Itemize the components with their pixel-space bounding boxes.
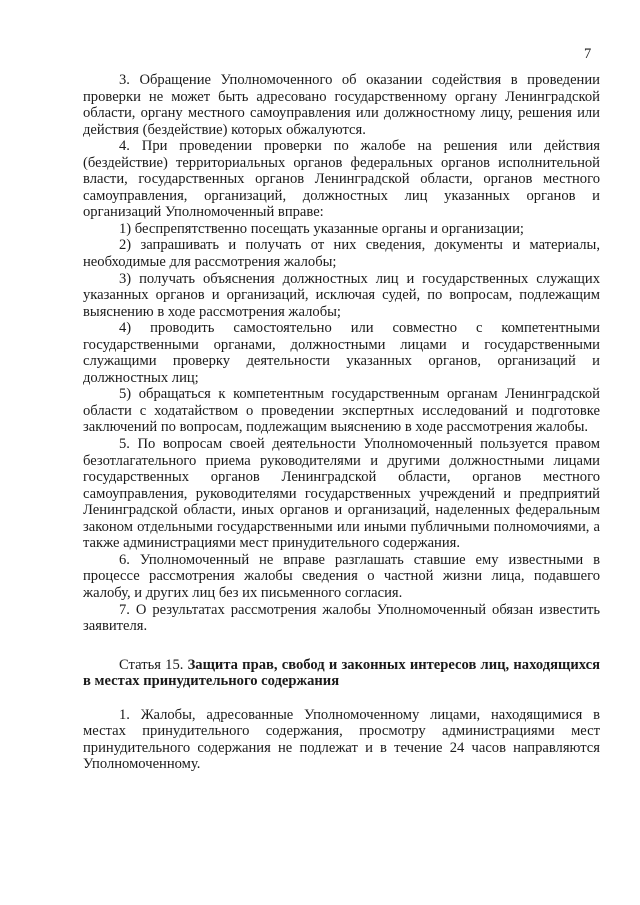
list-item-3: 3) получать объяснения должностных лиц и государственных служащих указанных органов и организаций, исключая судей, по вопросам, подлежащим выяснению в ходе рассмотрения жалобы;	[83, 270, 600, 320]
paragraph-3: 3. Обращение Уполномоченного об оказании содействия в проведении проверки не может быть адресовано государственному органу Ленинградской области, органу местного самоуправления или должностному лицу, решения или действия (бездействие) которых обжалуются.	[83, 72, 600, 138]
paragraph-5: 5. По вопросам своей деятельности Уполномоченный пользуется правом безотлагательного приема руководителями и другими должностными лицами государственных органов Ленинградской области, органов местного самоуправления, руководителями государственных учреждений и предприятий Ленинградской области, иных органов и организаций, наделенных федеральным законом отдельными государственными или иными публичными полномочиями, а также администрациями мест принудительного содержания.	[83, 436, 600, 552]
page-number: 7	[584, 46, 592, 62]
paragraph-4: 4. При проведении проверки по жалобе на решения или действия (бездействие) территориальных органов федеральных органов исполнительной власти, государственных органов Ленинградской области, органов местного самоуправления, организаций, должностных лиц указанных органов и организаций Уполномоченный вправе:	[83, 138, 600, 221]
spacer	[83, 690, 600, 707]
list-item-4: 4) проводить самостоятельно или совместно с компетентными государственными органами, должностными лицами и государственными служащими проверку деятельности указанных органов, организаций и должностных лиц;	[83, 320, 600, 386]
article-prefix: Статья 15.	[119, 656, 184, 673]
list-item-2: 2) запрашивать и получать от них сведения, документы и материалы, необходимые для рассмотрения жалобы;	[83, 237, 600, 271]
document-body	[83, 72, 600, 773]
list-item-1: 1) беспрепятственно посещать указанные органы и организации;	[119, 220, 524, 237]
article-paragraph-1: 1. Жалобы, адресованные Уполномоченному лицами, находящимися в местах принудительного содержания, просмотру администрациями мест принудительного содержания не подлежат и в течение 24 часов направляются Уполномоченному.	[83, 706, 600, 773]
article-heading	[83, 657, 600, 690]
article-title: Защита прав, свобод и законных интересов лиц, находящихся в местах принудительного содержания	[83, 656, 600, 690]
paragraph-7: 7. О результатах рассмотрения жалобы Уполномоченный обязан известить заявителя.	[83, 601, 600, 635]
paragraph-6: 6. Уполномоченный не вправе разглашать ставшие ему известными в процессе рассмотрения жалобы сведения о частной жизни лица, подавшего жалобу, и других лиц без их письменного согласия.	[83, 551, 600, 601]
spacer	[83, 635, 600, 657]
list-item-5: 5) обращаться к компетентным государственным органам Ленинградской области с ходатайством о проведении экспертных исследований и подготовке заключений по вопросам, подлежащим выяснению в ходе рассмотрения жалобы.	[83, 386, 600, 436]
